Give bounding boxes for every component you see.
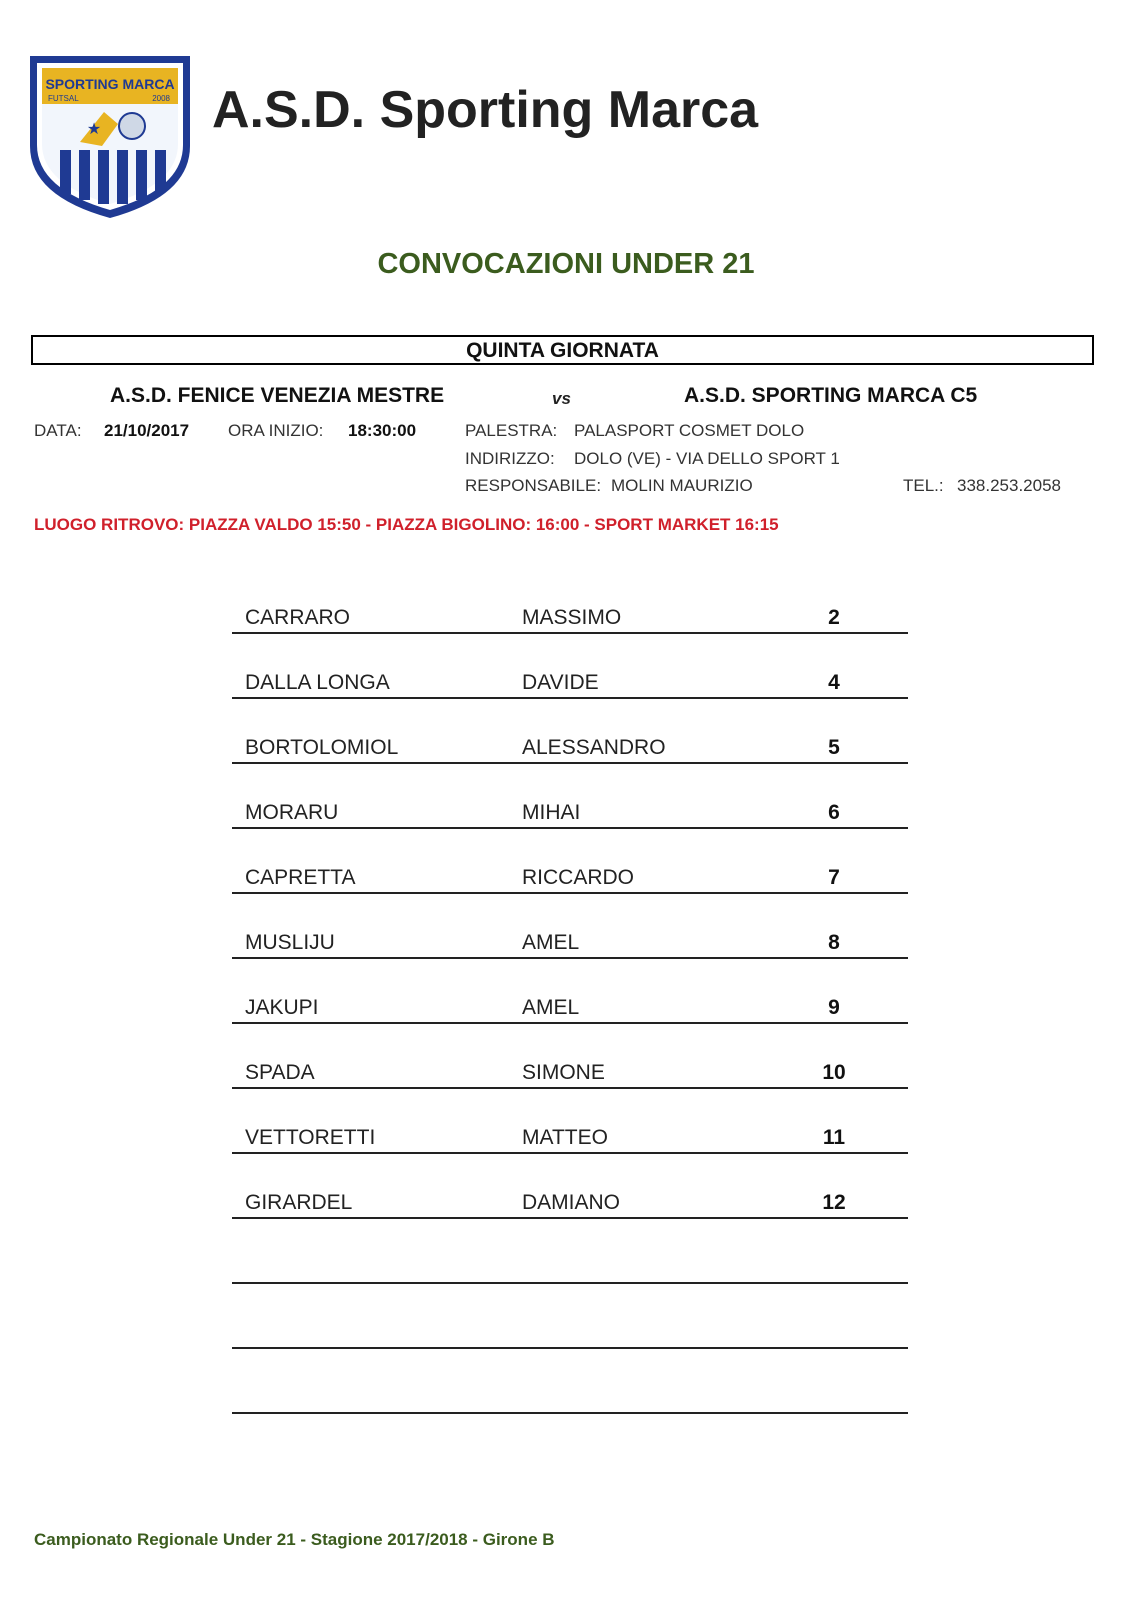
player-first-name: MATTEO <box>522 1126 608 1149</box>
player-number: 11 <box>822 1126 846 1149</box>
date-label: DATA: <box>34 421 82 440</box>
player-number: 12 <box>822 1191 846 1214</box>
svg-text:FUTSAL: FUTSAL <box>48 94 79 103</box>
player-first-name: ALESSANDRO <box>522 736 666 759</box>
player-row <box>232 1025 908 1089</box>
footer-championship: Campionato Regionale Under 21 - Stagione 2017/2018 - Girone B <box>34 1530 555 1549</box>
club-name-heading: A.S.D. Sporting Marca <box>212 81 759 139</box>
home-team: A.S.D. FENICE VENEZIA MESTRE <box>110 384 445 407</box>
player-first-name: AMEL <box>522 931 580 954</box>
player-number: 6 <box>828 801 840 824</box>
player-last-name: CAPRETTA <box>245 866 356 889</box>
date-value: 21/10/2017 <box>104 421 190 440</box>
club-crest-logo <box>24 50 196 222</box>
page-title: CONVOCAZIONI UNDER 21 <box>377 248 755 280</box>
player-last-name: DALLA LONGA <box>245 671 390 694</box>
player-row-empty <box>232 1350 908 1414</box>
player-row <box>232 830 908 894</box>
player-number: 8 <box>828 931 840 954</box>
meeting-point: LUOGO RITROVO: PIAZZA VALDO 15:50 - PIAZZA BIGOLINO: 16:00 - SPORT MARKET 16:15 <box>34 515 779 534</box>
player-row <box>232 700 908 764</box>
venue-value: PALASPORT COSMET DOLO <box>574 421 805 440</box>
player-row <box>232 1090 908 1154</box>
player-first-name: DAVIDE <box>522 671 599 694</box>
start-time-value: 18:30:00 <box>348 421 417 440</box>
player-first-name: MIHAI <box>522 801 581 824</box>
player-last-name: BORTOLOMIOL <box>245 736 399 759</box>
away-team: A.S.D. SPORTING MARCA C5 <box>684 384 978 407</box>
address-value: DOLO (VE) - VIA DELLO SPORT 1 <box>574 449 840 468</box>
player-first-name: SIMONE <box>522 1061 605 1084</box>
player-last-name: MORARU <box>245 801 339 824</box>
player-row <box>232 895 908 959</box>
round-label: QUINTA GIORNATA <box>31 335 1094 365</box>
player-row <box>232 960 908 1024</box>
player-last-name: GIRARDEL <box>245 1191 353 1214</box>
player-last-name: JAKUPI <box>245 996 319 1019</box>
venue-label: PALESTRA: <box>465 421 558 440</box>
phone-label: TEL.: <box>903 476 944 495</box>
player-row <box>232 635 908 699</box>
svg-text:★: ★ <box>86 121 102 138</box>
player-row-empty <box>232 1285 908 1349</box>
player-number: 5 <box>828 736 840 759</box>
manager-value: MOLIN MAURIZIO <box>611 476 753 495</box>
player-last-name: SPADA <box>245 1061 315 1084</box>
svg-text:SPORTING MARCA: SPORTING MARCA <box>45 76 175 92</box>
player-number: 9 <box>828 996 840 1019</box>
player-first-name: MASSIMO <box>522 606 622 629</box>
start-time-label: ORA INIZIO: <box>228 421 324 440</box>
manager-label: RESPONSABILE: <box>465 476 602 495</box>
player-first-name: DAMIANO <box>522 1191 621 1214</box>
player-last-name: VETTORETTI <box>245 1126 376 1149</box>
player-row <box>232 765 908 829</box>
player-number: 4 <box>828 671 840 694</box>
address-label: INDIRIZZO: <box>465 449 555 468</box>
player-last-name: CARRARO <box>245 606 351 629</box>
player-row <box>232 1155 908 1219</box>
player-number: 2 <box>828 606 840 629</box>
vs-label: vs <box>552 389 571 408</box>
svg-text:2008: 2008 <box>152 94 170 103</box>
player-number: 10 <box>822 1061 846 1084</box>
player-row <box>232 570 908 634</box>
player-last-name: MUSLIJU <box>245 931 335 954</box>
player-first-name: RICCARDO <box>522 866 635 889</box>
player-number: 7 <box>828 866 840 889</box>
player-first-name: AMEL <box>522 996 580 1019</box>
phone-value: 338.253.2058 <box>957 476 1061 495</box>
player-row-empty <box>232 1220 908 1284</box>
